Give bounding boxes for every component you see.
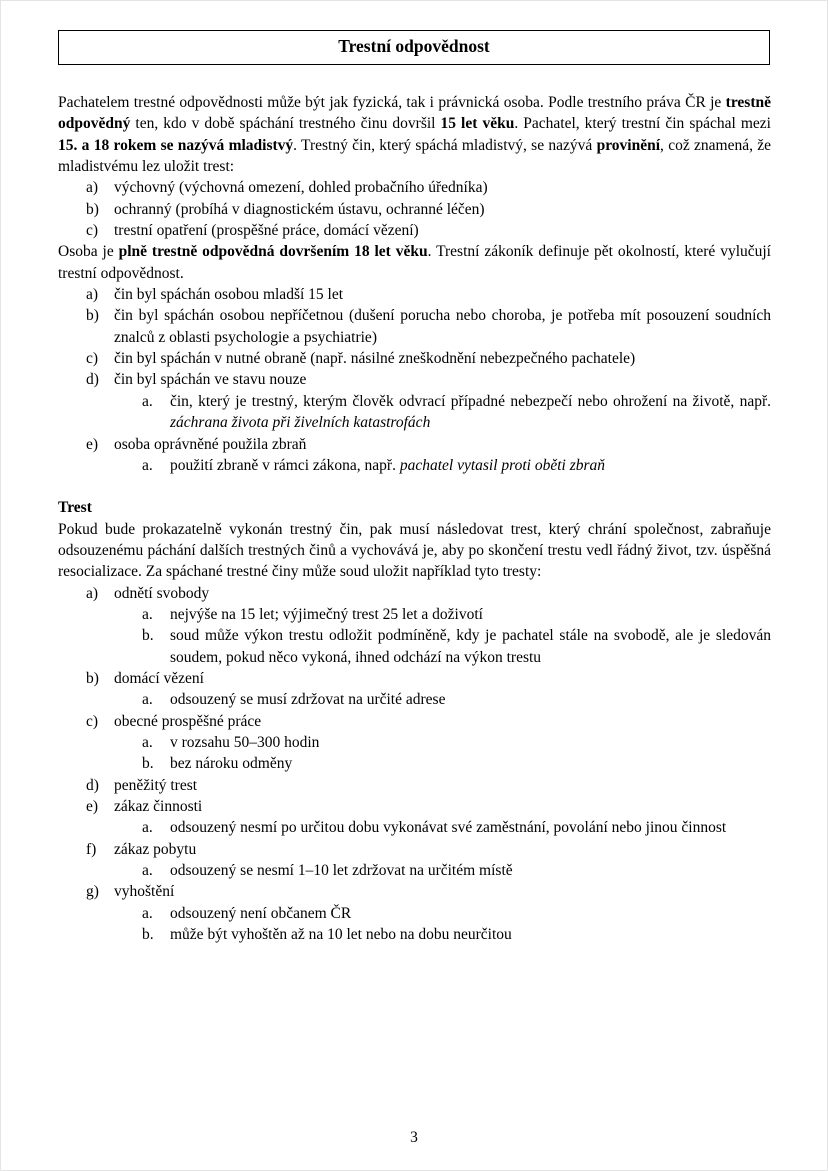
text-run: . Trestní zákoník definuje pět okolností, které vylučují trestní odpovědnost. — [58, 243, 771, 282]
list-marker: a) — [86, 286, 99, 304]
list-item-text: čin byl spáchán v nutné obraně (např. násilné zneškodnění nebezpečného pachatele) — [114, 350, 636, 368]
list-item-text: obecné prospěšné práce — [114, 712, 262, 730]
list-item-text: odnětí svobody — [114, 584, 210, 602]
list-item-text: v rozsahu 50–300 hodin — [170, 733, 320, 751]
text-run: . Pachatel, který trestní čin spáchal mezi — [514, 115, 771, 133]
list-item-text: odsouzený není občanem ČR — [170, 904, 352, 922]
list-item-text — [170, 393, 771, 431]
list-item-text: zákaz činnosti — [114, 798, 203, 815]
list-item — [58, 881, 771, 902]
text-run: použití zbraně v rámci zákona, např. — [170, 456, 400, 474]
list-item-text: čin byl spáchán osobou mladší 15 let — [114, 286, 344, 304]
list-marker: c) — [86, 350, 99, 368]
list-item-text: ochranný (probíhá v diagnostickém ústavu, ochranné léčen) — [114, 200, 485, 218]
list-item — [58, 775, 771, 796]
text-run-italic: pachatel vytasil proti oběti zbraň — [399, 456, 606, 474]
title-box — [58, 30, 770, 65]
text-run: Osoba je — [58, 243, 119, 261]
sub-list-item — [58, 732, 771, 753]
sub-list-item — [58, 903, 771, 924]
list-item — [58, 434, 771, 455]
list-marker: c) — [86, 712, 99, 730]
list-item — [58, 796, 771, 817]
list-marker: a) — [86, 584, 99, 602]
full-responsibility-paragraph — [58, 241, 771, 284]
list-marker: e) — [86, 798, 99, 815]
page-title: Trestní odpovědnost — [338, 36, 490, 56]
sub-list-item — [58, 689, 771, 710]
text-run: , což znamená, že mladistvému lez uložit trest: — [58, 136, 772, 176]
list-marker: c) — [86, 222, 99, 240]
list-item-text: osoba oprávněné použila zbraň — [114, 435, 307, 453]
section-heading: Trest — [58, 499, 92, 517]
text-run-bold: 15. a 18 rokem se nazývá mladistvý — [58, 136, 294, 154]
text-run-italic: záchrana života při živelních katastrofách — [170, 414, 431, 432]
punishment-intro-paragraph: Pokud bude prokazatelně vykonán trestný čin, pak musí následovat trest, který chrání společnost, zabraňuje odsouzenému páchání dalších trestných činů a vychovává je, aby po skončení trestu vedl řádný život, tzv. úspěšná resocializace. Za spáchané trestné činy může soud uložit například tyto tresty: — [58, 520, 771, 581]
list-marker: a. — [142, 819, 153, 837]
sub-list-item — [58, 604, 771, 625]
list-item-text — [170, 457, 605, 474]
list-item-text: čin byl spáchán osobou nepříčetnou (dušení porucha nebo choroba, je potřeba mít posouzení soudních znalců z oblasti psychologie a psychiatrie) — [114, 307, 771, 346]
list-item-text: zákaz pobytu — [114, 840, 197, 858]
list-marker: a. — [142, 733, 153, 751]
list-item — [58, 711, 771, 732]
list-marker: a. — [142, 456, 153, 474]
sub-list-item — [58, 817, 771, 838]
list-item-text: čin byl spáchán ve stavu nouze — [114, 371, 307, 389]
list-item-text: výchovný (výchovná omezení, dohled probačního úředníka) — [114, 179, 488, 197]
text-run: Pachatelem trestné odpovědnosti může být jak fyzická, tak i právnická osoba. Podle trestního práva ČR je — [58, 94, 726, 111]
text-run: ten, kdo v době spáchání trestného činu dovršil — [130, 115, 441, 133]
text-run-bold: provinění — [596, 136, 661, 154]
list-marker: a) — [86, 179, 99, 197]
list-item — [58, 668, 771, 689]
list-item — [58, 284, 771, 305]
list-item — [58, 583, 771, 604]
text-run-bold: trestně odpovědný — [58, 94, 771, 133]
document-content — [58, 92, 771, 945]
list-item — [58, 177, 771, 198]
list-item-text: odsouzený se musí zdržovat na určité adrese — [170, 691, 446, 709]
list-marker: a. — [142, 862, 153, 880]
text-run-bold: plně trestně odpovědná dovršením 18 let věku — [118, 243, 428, 261]
list-item — [58, 348, 771, 369]
list-marker: d) — [86, 371, 99, 389]
list-marker: f) — [86, 840, 97, 858]
list-item-text: může být vyhoštěn až na 10 let nebo na dobu neurčitou — [170, 926, 512, 944]
list-marker: b. — [142, 627, 154, 645]
text-run-bold: 15 let věku — [440, 115, 515, 133]
sub-list-item — [58, 860, 771, 881]
list-marker: a. — [142, 605, 153, 623]
sub-list-item — [58, 625, 771, 668]
sub-list-item — [58, 753, 771, 774]
list-item-text: peněžitý trest — [114, 776, 198, 794]
list-marker: b) — [86, 200, 99, 218]
list-item-text: odsouzený nesmí po určitou dobu vykonávat své zaměstnání, povolání nebo jinou činnost — [170, 819, 727, 837]
sub-list-item — [58, 455, 771, 476]
list-marker: b. — [142, 926, 154, 944]
sub-list-item — [58, 391, 771, 434]
list-item — [58, 199, 771, 220]
list-item — [58, 839, 771, 860]
list-item-text: bez nároku odměny — [170, 755, 293, 773]
list-marker: a. — [142, 691, 153, 709]
list-item — [58, 220, 771, 241]
list-item-text: trestní opatření (prospěšné práce, domácí vězení) — [114, 222, 419, 240]
list-item-text: vyhoštění — [114, 883, 175, 901]
list-marker: b) — [86, 307, 99, 325]
list-marker: a. — [142, 392, 153, 410]
list-item — [58, 369, 771, 390]
intro-paragraph — [58, 92, 771, 177]
list-item-text: nejvýše na 15 let; výjimečný trest 25 let a doživotí — [170, 605, 483, 623]
list-marker: d) — [86, 776, 99, 794]
list-item — [58, 305, 771, 348]
list-marker: a. — [142, 904, 153, 922]
sub-list-item — [58, 924, 771, 945]
page-footer — [1, 1127, 827, 1148]
text-run: . Trestný čin, který spáchá mladistvý, se nazývá — [293, 136, 597, 154]
list-marker: b. — [142, 755, 154, 773]
text-run: čin, který je trestný, kterým člověk odvrací případné nebezpečí nebo ohrožení na životě, např. — [170, 392, 771, 410]
list-item-text: odsouzený se nesmí 1–10 let zdržovat na určitém místě — [170, 862, 513, 880]
list-item-text: domácí vězení — [114, 669, 204, 687]
page-number: 3 — [410, 1128, 418, 1146]
list-marker: g) — [86, 883, 99, 901]
list-item-text: soud může výkon trestu odložit podmíněně, kdy je pachatel stále na svobodě, ale je sledován soudem, pokud něco vykoná, ihned odchází na výkon trestu — [170, 627, 771, 666]
list-marker: e) — [86, 435, 99, 453]
list-marker: b) — [86, 669, 99, 687]
